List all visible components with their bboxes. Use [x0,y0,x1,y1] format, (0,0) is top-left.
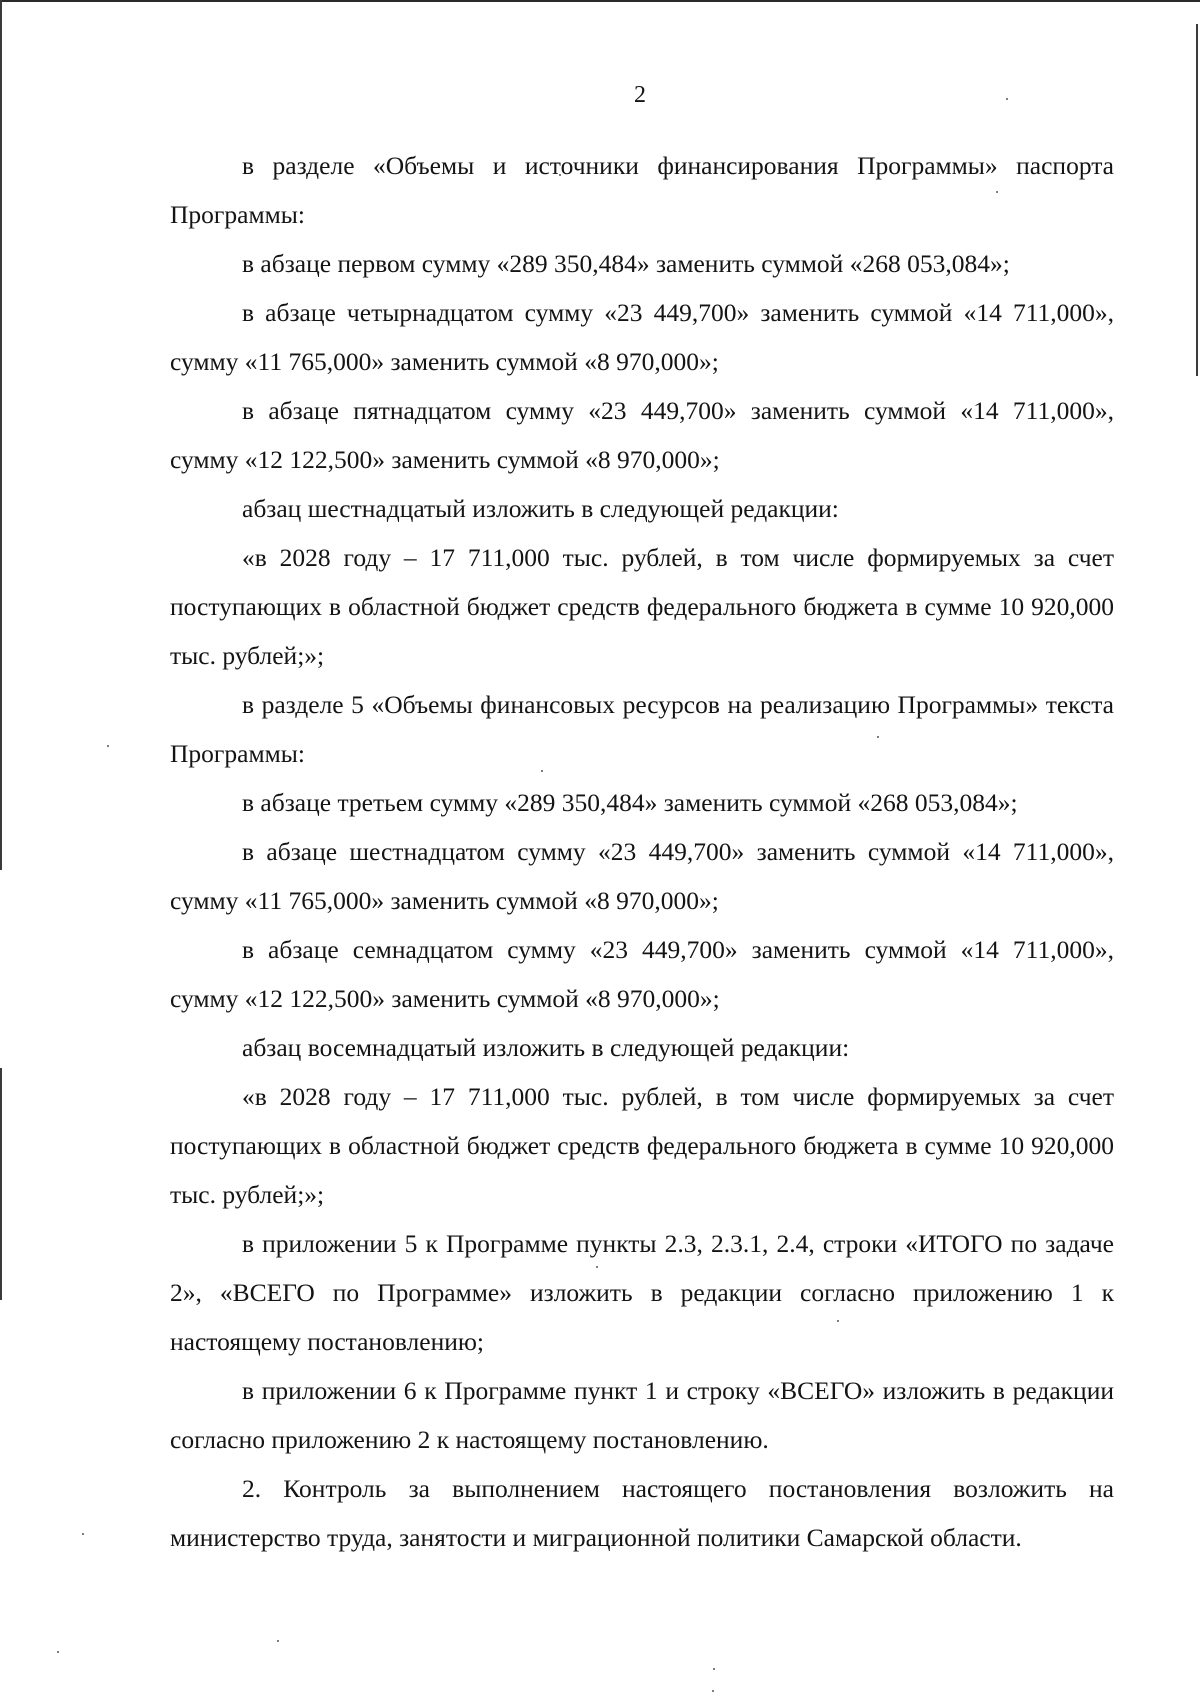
scan-speck [107,745,109,747]
scan-speck [277,1640,279,1642]
paragraph-appendix-5: в приложении 5 к Программе пункты 2.3, 2.3.1, 2.4, строки «ИТОГО по задаче 2», «ВСЕГО по Программе» изложить в редакции согласно приложению 1 к настоящему постановлению; [170,1229,1114,1356]
paragraph-amendment: в абзаце первом сумму «289 350,484» заменить суммой «268 053,084»; [242,249,1010,278]
paragraph-appendix-6: в приложении 6 к Программе пункт 1 и строку «ВСЕГО» изложить в редакции согласно приложению 2 к настоящему постановлению. [170,1376,1114,1454]
paragraph-amendment: в абзаце семнадцатом сумму «23 449,700» заменить суммой «14 711,000», сумму «12 122,500» заменить суммой «8 970,000»; [170,935,1114,1013]
paragraph-amendment: в абзаце четырнадцатом сумму «23 449,700» заменить суммой «14 711,000», сумму «11 765,000» заменить суммой «8 970,000»; [170,298,1114,376]
page-number: 2 [634,82,646,108]
paragraph-amendment: в абзаце пятнадцатом сумму «23 449,700» заменить суммой «14 711,000», сумму «12 122,500» заменить суммой «8 970,000»; [170,396,1114,474]
paragraph-amendment: в абзаце третьем сумму «289 350,484» заменить суммой «268 053,084»; [242,788,1018,817]
scan-speck [57,1651,59,1653]
paragraph-amendment: абзац восемнадцатый изложить в следующей редакции: [242,1033,850,1062]
paragraph-quoted-text: «в 2028 году – 17 711,000 тыс. рублей, в том числе формируемых за счет поступающих в областной бюджет средств федерального бюджета в сумме 10 920,000 тыс. рублей;»; [170,543,1114,670]
paragraph-amendment: абзац шестнадцатый изложить в следующей редакции: [242,494,839,523]
paragraph-control-clause: 2. Контроль за выполнением настоящего постановления возложить на министерство труда, занятости и миграционной политики Самарской области. [170,1474,1114,1552]
paragraph-amendment: в абзаце шестнадцатом сумму «23 449,700» заменить суммой «14 711,000», сумму «11 765,000» заменить суммой «8 970,000»; [170,837,1114,915]
paragraph-section-5-heading: в разделе 5 «Объемы финансовых ресурсов на реализацию Программы» текста Программы: [170,690,1114,768]
document-body [170,141,1114,1562]
scan-speck [713,1668,715,1670]
paragraph-section-volumes-heading: в разделе «Объемы и источники финансирования Программы» паспорта Программы: [170,151,1114,229]
scan-border-left [0,0,2,870]
scan-speck [712,1690,714,1692]
scan-speck [82,1533,84,1535]
scan-border-right [1196,24,1198,376]
scan-border-left-lower [0,1068,2,1300]
paragraph-quoted-text: «в 2028 году – 17 711,000 тыс. рублей, в том числе формируемых за счет поступающих в областной бюджет средств федерального бюджета в сумме 10 920,000 тыс. рублей;»; [170,1082,1114,1209]
scan-border-top [0,0,1200,2]
